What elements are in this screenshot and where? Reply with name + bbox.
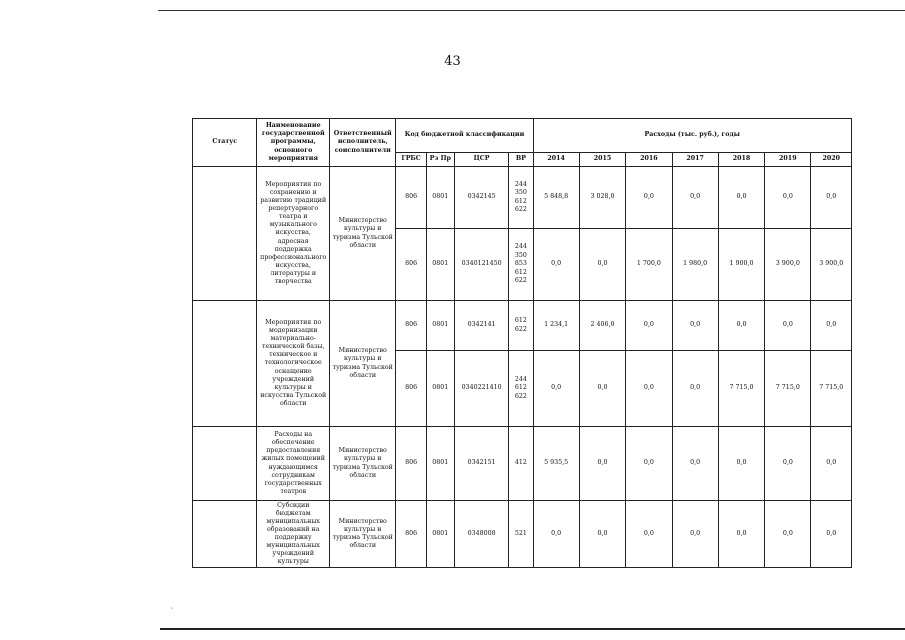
vr-cell (509, 351, 533, 427)
status-cell (193, 167, 257, 301)
grbs-cell: 806 (396, 229, 426, 301)
program-name-cell: Мероприятия по сохранению и развитию традиций репертуарного театра и музыкального искусства, адресная поддержка профессионального искусства, литературы и творчества (257, 167, 330, 301)
header-year: 2020 (811, 153, 852, 167)
expense-value-cell: 0,0 (718, 427, 764, 501)
header-status: Статус (193, 119, 257, 167)
expense-value-cell: 0,0 (626, 501, 672, 568)
vr-code: 350 (514, 189, 527, 196)
header-vr: ВР (509, 153, 533, 167)
expense-value-cell: 0,0 (533, 351, 579, 427)
expense-value-cell: 1 980,0 (672, 229, 718, 301)
expense-value-cell: 2 406,0 (579, 301, 625, 351)
vr-code: 244 (514, 375, 527, 383)
table-row (193, 167, 852, 229)
expense-value-cell: 0,0 (811, 167, 852, 229)
expense-value-cell: 0,0 (626, 427, 672, 501)
header-year: 2019 (765, 153, 811, 167)
header-year: 2018 (718, 153, 764, 167)
csr-cell: 0340221410 (454, 351, 508, 427)
header-budget-code: Код бюджетной классификации (396, 119, 533, 153)
vr-cell (509, 167, 533, 229)
expense-value-cell: 5 935,5 (533, 427, 579, 501)
vr-code: 622 (514, 206, 527, 213)
expense-value-cell: 7 715,0 (718, 351, 764, 427)
budget-table (192, 118, 852, 568)
vr-code: 612 (514, 384, 527, 392)
expense-value-cell: 0,0 (718, 301, 764, 351)
header-grbs: ГРБС (396, 153, 426, 167)
vr-code: 612 (514, 268, 527, 276)
vr-code: 412 (514, 459, 527, 467)
expense-value-cell: 0,0 (672, 427, 718, 501)
expense-value-cell: 0,0 (672, 351, 718, 427)
expense-value-cell: 0,0 (672, 301, 718, 351)
expense-value-cell: 0,0 (672, 501, 718, 568)
csr-cell: 0348008 (454, 501, 508, 568)
header-expenses: Расходы (тыс. руб.), годы (533, 119, 851, 153)
expense-value-cell: 0,0 (718, 501, 764, 568)
vr-cell (509, 301, 533, 351)
expense-value-cell: 0,0 (626, 351, 672, 427)
status-cell (193, 501, 257, 568)
scan-speck: ` (170, 607, 174, 616)
vr-code: 622 (514, 392, 527, 400)
table-row (193, 427, 852, 501)
status-cell (193, 301, 257, 427)
rzpr-cell: 0801 (426, 301, 454, 351)
header-program-name: Наименование государственной программы, основного мероприятия (257, 119, 330, 167)
vr-cell (509, 427, 533, 501)
bottom-rule (160, 628, 905, 630)
expense-value-cell: 1 234,1 (533, 301, 579, 351)
header-year: 2017 (672, 153, 718, 167)
expense-value-cell: 0,0 (765, 301, 811, 351)
program-name-cell: Субсидии бюджетам муниципальных образований на поддержку муниципальных учреждений культуры (257, 501, 330, 568)
expense-value-cell: 7 715,0 (765, 351, 811, 427)
program-name-cell: Расходы на обеспечение предоставления жилых помещений нуждающимся сотрудникам государственных театров (257, 427, 330, 501)
table-body (193, 167, 852, 568)
expense-value-cell: 5 848,8 (533, 167, 579, 229)
csr-cell: 0342145 (454, 167, 508, 229)
rzpr-cell: 0801 (426, 351, 454, 427)
header-rzpr: Рз Пр (426, 153, 454, 167)
expense-value-cell: 3 028,0 (579, 167, 625, 229)
expense-value-cell: 0,0 (811, 501, 852, 568)
grbs-cell: 806 (396, 501, 426, 568)
expense-value-cell: 0,0 (672, 167, 718, 229)
vr-code: 622 (514, 325, 527, 333)
expense-value-cell: 0,0 (579, 501, 625, 568)
vr-code: 244 (514, 180, 527, 188)
vr-code: 244 (514, 243, 527, 251)
expense-value-cell: 0,0 (626, 301, 672, 351)
expense-value-cell: 0,0 (533, 229, 579, 301)
status-cell (193, 427, 257, 501)
header-year: 2016 (626, 153, 672, 167)
executor-cell: Министерство культуры и туризма Тульской области (330, 301, 396, 427)
rzpr-cell: 0801 (426, 167, 454, 229)
vr-code: 622 (514, 277, 527, 285)
header-year: 2014 (533, 153, 579, 167)
executor-cell: Министерство культуры и туризма Тульской области (330, 167, 396, 301)
expense-value-cell: 0,0 (626, 167, 672, 229)
expense-value-cell: 0,0 (765, 501, 811, 568)
expense-value-cell: 0,0 (533, 501, 579, 568)
top-rule (158, 10, 905, 11)
grbs-cell: 806 (396, 351, 426, 427)
grbs-cell: 806 (396, 427, 426, 501)
vr-code: 612 (514, 317, 527, 324)
expense-value-cell: 0,0 (811, 427, 852, 501)
expense-value-cell: 1 700,0 (626, 229, 672, 301)
expense-value-cell: 3 900,0 (765, 229, 811, 301)
header-year: 2015 (579, 153, 625, 167)
csr-cell: 0342141 (454, 301, 508, 351)
page-number: 43 (444, 54, 461, 69)
expense-value-cell: 0,0 (765, 167, 811, 229)
table-row (193, 301, 852, 351)
header-executor: Ответственный исполнитель, соисполнители (330, 119, 396, 167)
rzpr-cell: 0801 (426, 427, 454, 501)
expense-value-cell: 0,0 (765, 427, 811, 501)
program-name-cell: Мероприятия по модернизации материально-технической базы, техническое и технологическое оснащение учреждений культуры и искусства Тульской области (257, 301, 330, 427)
csr-cell: 0340121450 (454, 229, 508, 301)
expense-value-cell: 0,0 (718, 167, 764, 229)
grbs-cell: 806 (396, 301, 426, 351)
executor-cell: Министерство культуры и туризма Тульской области (330, 501, 396, 568)
rzpr-cell: 0801 (426, 501, 454, 568)
rzpr-cell: 0801 (426, 229, 454, 301)
expense-value-cell: 0,0 (811, 301, 852, 351)
vr-code: 853 (514, 260, 527, 268)
table-row (193, 501, 852, 568)
expense-value-cell: 1 900,0 (718, 229, 764, 301)
vr-cell (509, 229, 533, 301)
header-csr: ЦСР (454, 153, 508, 167)
expense-value-cell: 0,0 (579, 229, 625, 301)
csr-cell: 0342151 (454, 427, 508, 501)
expense-value-cell: 0,0 (579, 427, 625, 501)
executor-cell: Министерство культуры и туризма Тульской области (330, 427, 396, 501)
vr-code: 350 (514, 251, 527, 259)
vr-cell (509, 501, 533, 568)
expense-value-cell: 3 900,0 (811, 229, 852, 301)
expense-value-cell: 7 715,0 (811, 351, 852, 427)
expense-value-cell: 0,0 (579, 351, 625, 427)
grbs-cell: 806 (396, 167, 426, 229)
vr-code: 612 (514, 197, 527, 205)
vr-code: 521 (514, 529, 527, 537)
